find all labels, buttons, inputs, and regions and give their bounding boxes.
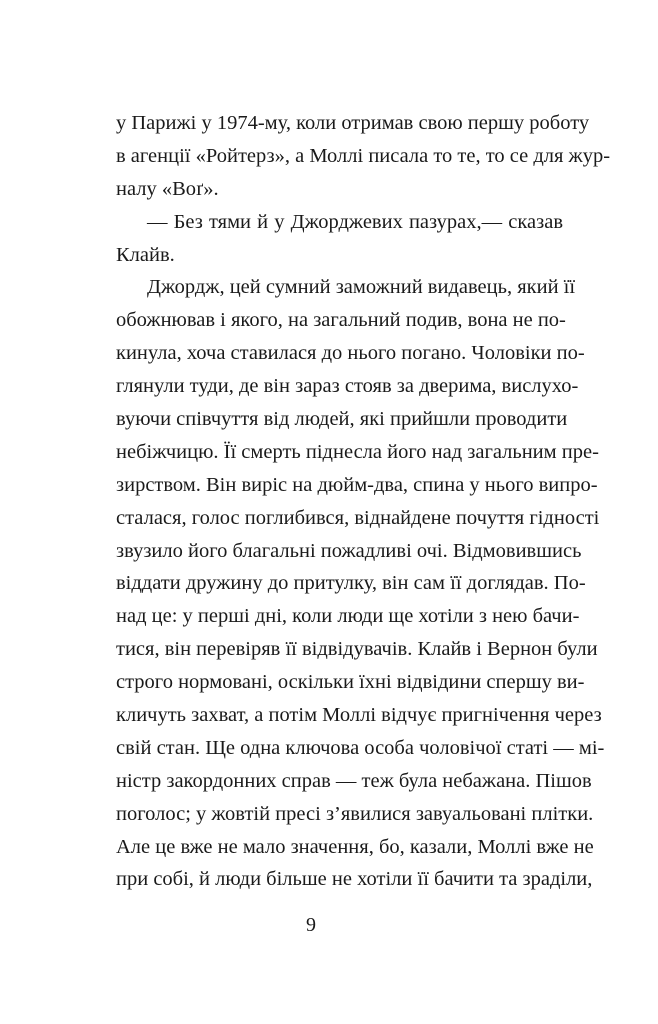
text-line: зирством. Він виріс на дюйм-два, спина у нього випро- [116,473,598,496]
text-line: свій стан. Ще одна ключова особа чоловічої статі — мі- [116,736,605,759]
text-line: в агенції «Ройтерз», а Моллі писала то те, то се для жур- [116,144,611,167]
text-line: строго нормовані, оскільки їхні відвідини спершу ви- [116,671,585,694]
text-line: вуючи співчуття від людей, які прийшли проводити [116,408,568,431]
text-line: кинула, хоча ставилася до нього погано. Чоловіки по- [116,342,585,365]
text-line: віддати дружину до притулку, він сам її доглядав. По- [116,572,586,595]
text-line: при собі, й люди більше не хотіли її бачити та зраділи, [116,868,593,891]
text-line: — Без тями й у Джорджевих пазурах,— сказав [147,210,563,233]
body-text [116,107,611,896]
text-line: кличуть захват, а потім Моллі відчує пригнічення через [116,704,602,727]
text-line: глянули туди, де він зараз стояв за дверима, вислухо- [116,375,579,398]
text-line: налу «Воґ». [116,177,219,200]
text-line: Джордж, цей сумний заможний видавець, який її [147,276,576,299]
text-line: Але це вже не мало значення, бо, казали, Моллі вже не [116,835,594,858]
text-line: Клайв. [116,243,175,266]
text-line: небіжчицю. Її смерть піднесла його над загальним пре- [116,440,599,463]
page-number: 9 [306,914,316,936]
text-line: тися, він перевіряв її відвідувачів. Клайв і Вернон були [116,638,598,661]
text-line: ністр закордонних справ — теж була небажана. Пішов [116,769,592,792]
text-line: у Парижі у 1974-му, коли отримав свою першу роботу [116,112,590,134]
text-line: поголос; у жовтій пресі з’явилися завуальовані плітки. [116,802,594,825]
text-line: сталася, голос поглибився, віднайдене почуття гідності [116,506,600,529]
text-line: звузило його благальні пожадливі очі. Відмовившись [116,539,582,562]
text-line: обожнював і якого, на загальний подив, вона не по- [116,309,566,332]
text-line: над це: у перші дні, коли люди ще хотіли з нею бачи- [116,605,580,628]
